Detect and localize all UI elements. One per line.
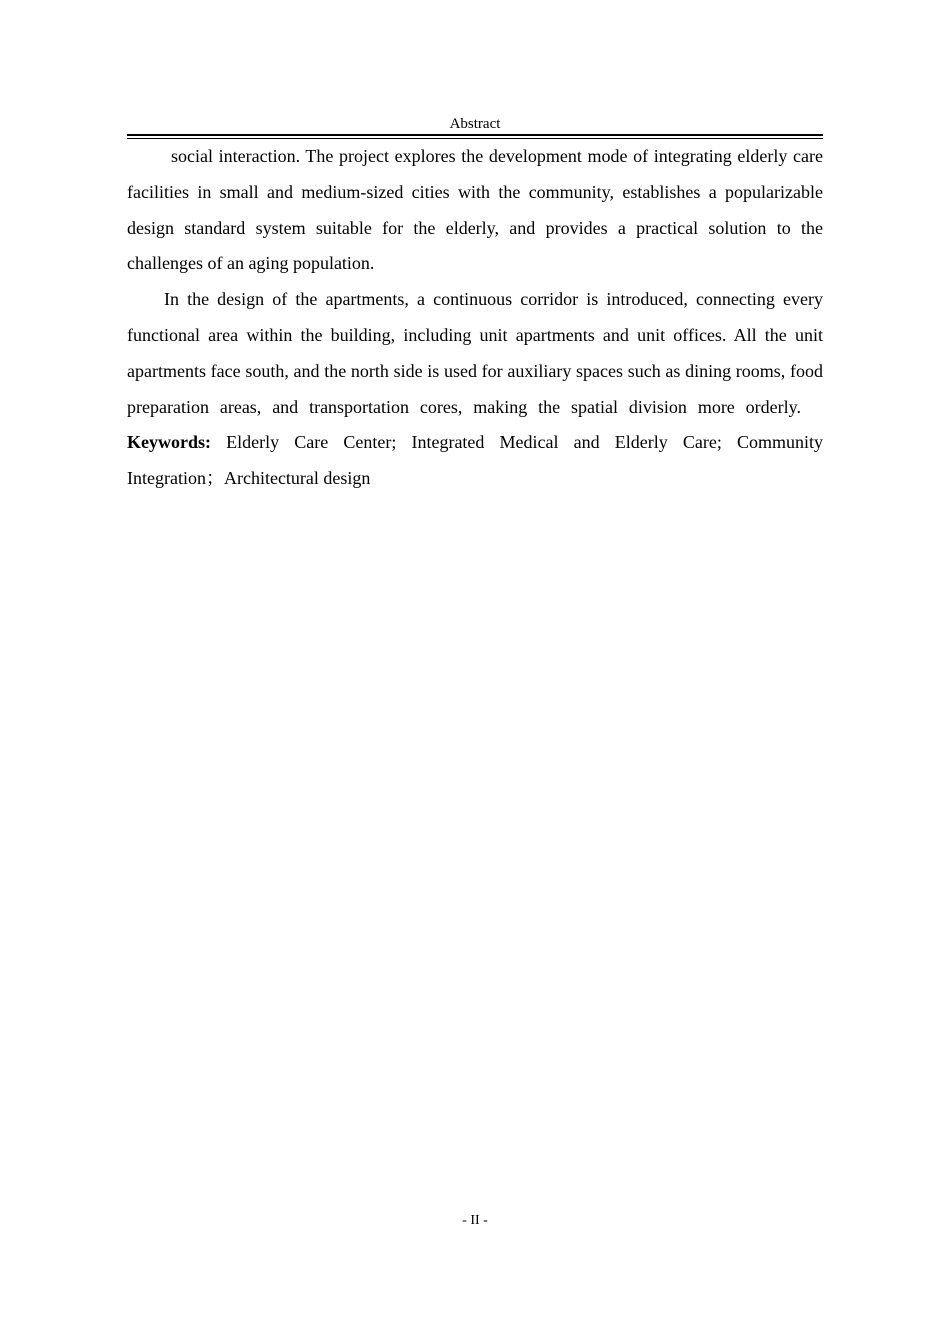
keywords-label: Keywords: [127,432,211,453]
page-header-title: Abstract [449,116,501,132]
paragraph-2-text: In the design of the apartments, a continuous corridor is introduced, connecting every functional area within the building, including unit apartments and unit offices. All the unit apartments face south, and the north side is used for auxiliary spaces such as dining rooms, food preparation areas, and transportation cores, making the spatial division more orderly. [127,289,823,417]
page-number: - II - [462,1213,488,1228]
abstract-paragraph-1: social interaction. The project explores the development mode of integrating elderly care facilities in small and medium-sized cities with the community, establishes a popularizable design standard system suitable for the elderly, and provides a practical solution to the challenges of an aging population. [127,146,823,274]
keywords-text: Elderly Care Center; Integrated Medical and Elderly Care; Community Integration；Architectural design [127,432,823,489]
abstract-body [127,139,823,497]
abstract-paragraph-2 [127,282,823,497]
